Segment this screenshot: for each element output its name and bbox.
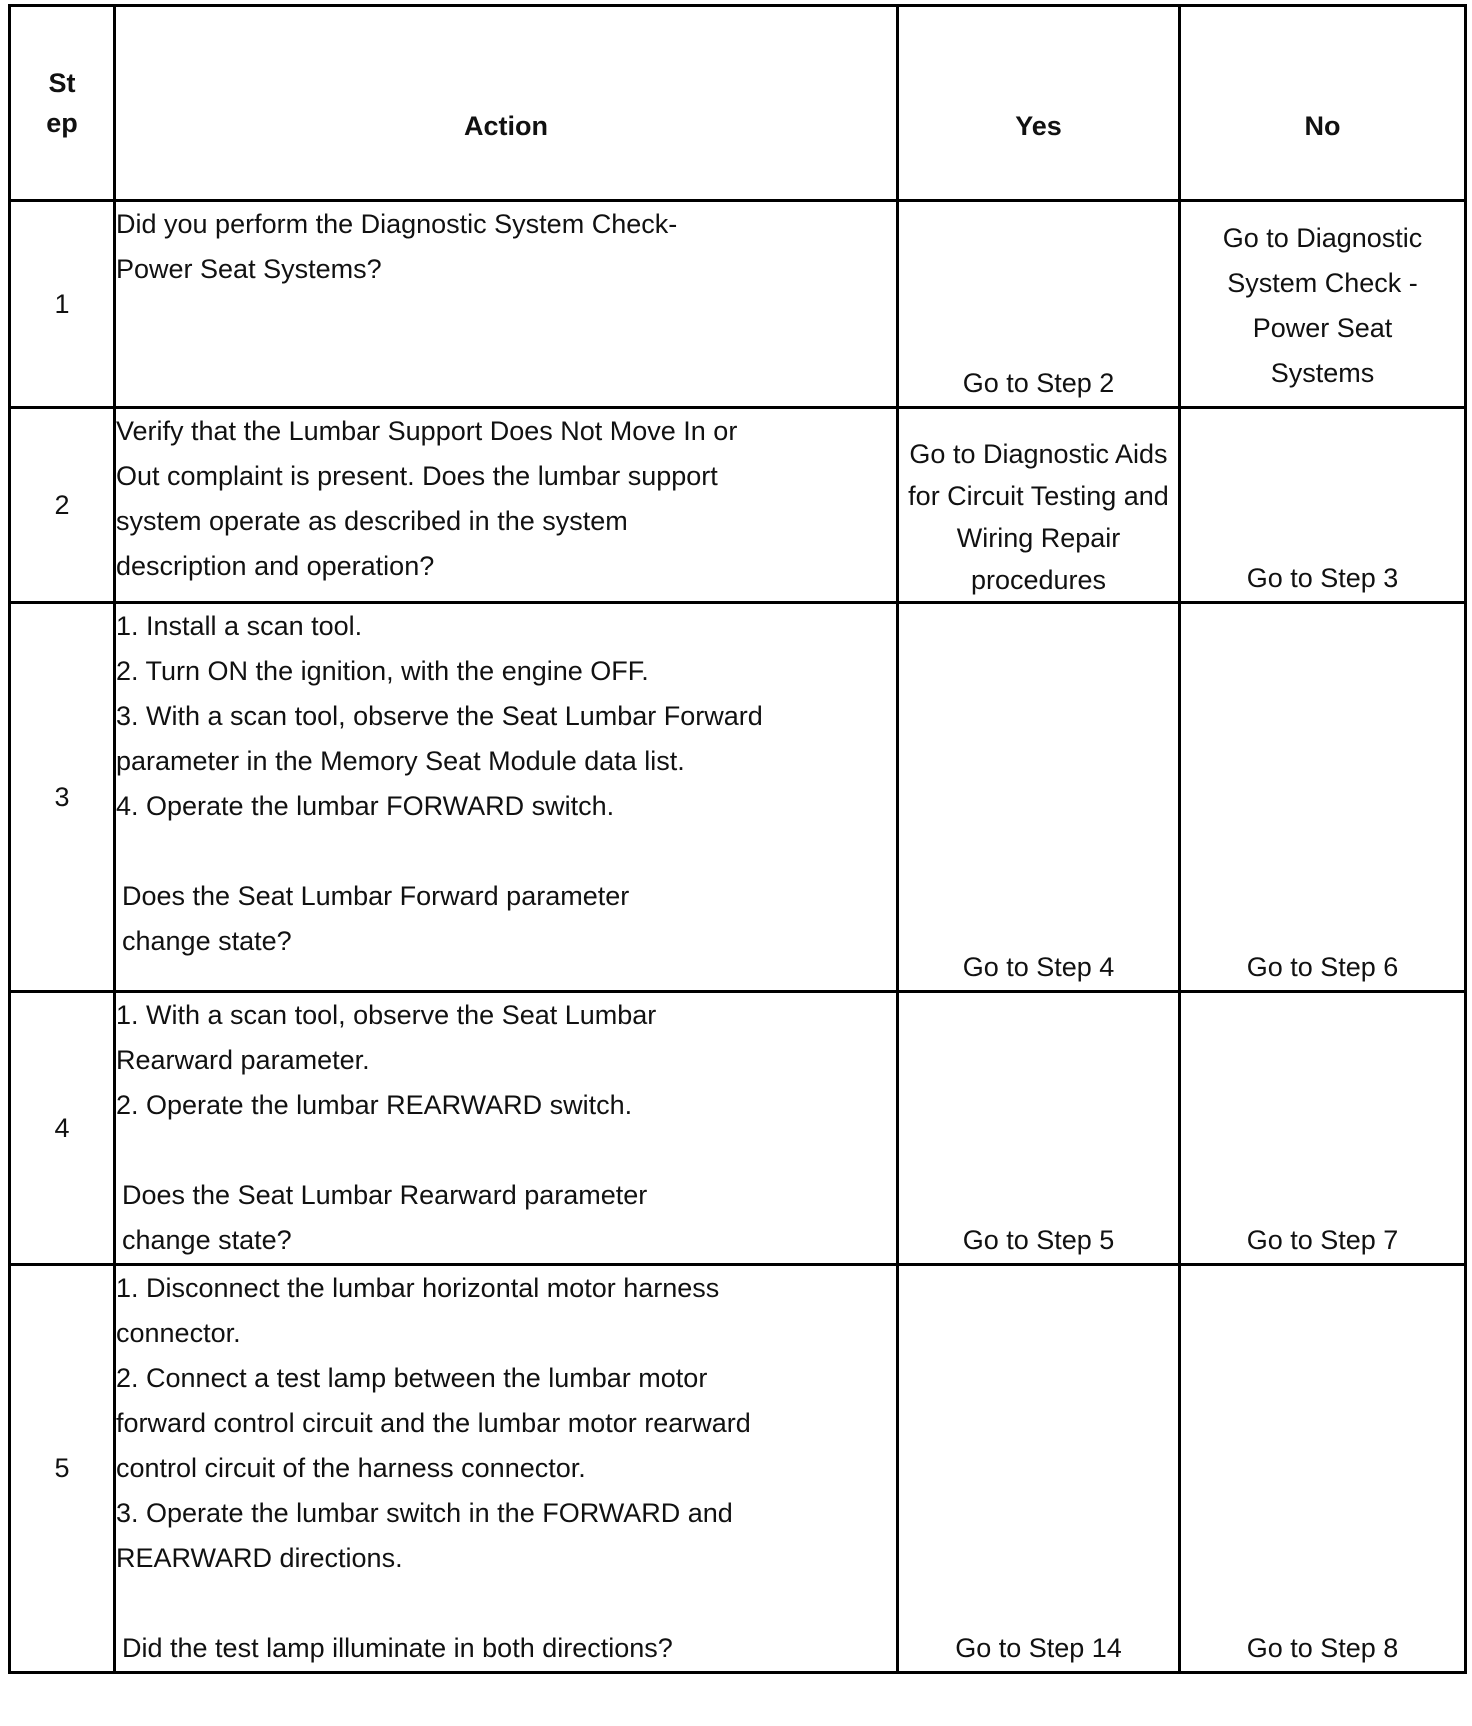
list-item: 2. Connect a test lamp between the lumbar motor forward control circuit and the lumbar motor rearward control circuit of the harness connector. (116, 1363, 751, 1483)
list-item: 1. Disconnect the lumbar horizontal motor harness connector. (116, 1273, 720, 1348)
step-number: 4 (10, 992, 115, 1265)
step-number: 2 (10, 408, 115, 603)
yes-cell: Go to Step 2 (898, 201, 1180, 408)
question: Does the Seat Lumbar Forward parameter change state? (122, 881, 630, 956)
no-cell: Go to Step 7 (1180, 992, 1466, 1265)
yes-cell: Go to Step 5 (898, 992, 1180, 1265)
no-cell: Go to Step 6 (1180, 603, 1466, 992)
table-row (10, 603, 1466, 992)
list-item: 1. Install a scan tool. (116, 611, 363, 641)
question: Did the test lamp illuminate in both directions? (122, 1633, 673, 1663)
yes-cell: Go to Step 14 (898, 1265, 1180, 1673)
list-item: 2. Turn ON the ignition, with the engine OFF. (116, 656, 649, 686)
header-row (10, 6, 1466, 201)
action-header: Action (115, 6, 898, 201)
action-cell (115, 603, 898, 992)
step-number: 3 (10, 603, 115, 992)
list-item: 1. With a scan tool, observe the Seat Lumbar Rearward parameter. (116, 1000, 657, 1075)
list-item: 4. Operate the lumbar FORWARD switch. (116, 791, 615, 821)
question: Does the Seat Lumbar Rearward parameter change state? (122, 1180, 648, 1255)
no-cell: Go to Diagnostic System Check - Power Seat Systems (1180, 201, 1466, 408)
yes-cell: Go to Step 4 (898, 603, 1180, 992)
list-item: 3. With a scan tool, observe the Seat Lumbar Forward parameter in the Memory Seat Module data list. (116, 701, 763, 776)
table-row (10, 992, 1466, 1265)
action-cell (115, 1265, 898, 1673)
step-number: 5 (10, 1265, 115, 1673)
diagnostic-table (8, 4, 1467, 1674)
action-cell (115, 992, 898, 1265)
yes-cell: Go to Diagnostic Aids for Circuit Testing and Wiring Repair procedures (898, 408, 1180, 603)
no-header: No (1180, 6, 1466, 201)
list-item: 2. Operate the lumbar REARWARD switch. (116, 1090, 633, 1120)
step-number: 1 (10, 201, 115, 408)
action-cell: Did you perform the Diagnostic System Check-Power Seat Systems? (115, 201, 898, 408)
step-header: St ep (10, 6, 115, 201)
no-cell: Go to Step 8 (1180, 1265, 1466, 1673)
table-row (10, 201, 1466, 408)
list-item: 3. Operate the lumbar switch in the FORWARD and REARWARD directions. (116, 1498, 733, 1573)
yes-header: Yes (898, 6, 1180, 201)
table-row (10, 408, 1466, 603)
no-cell: Go to Step 3 (1180, 408, 1466, 603)
table-row (10, 1265, 1466, 1673)
action-cell: Verify that the Lumbar Support Does Not Move In or Out complaint is present. Does the lumbar support system operate as described in the system description and operation? (115, 408, 898, 603)
